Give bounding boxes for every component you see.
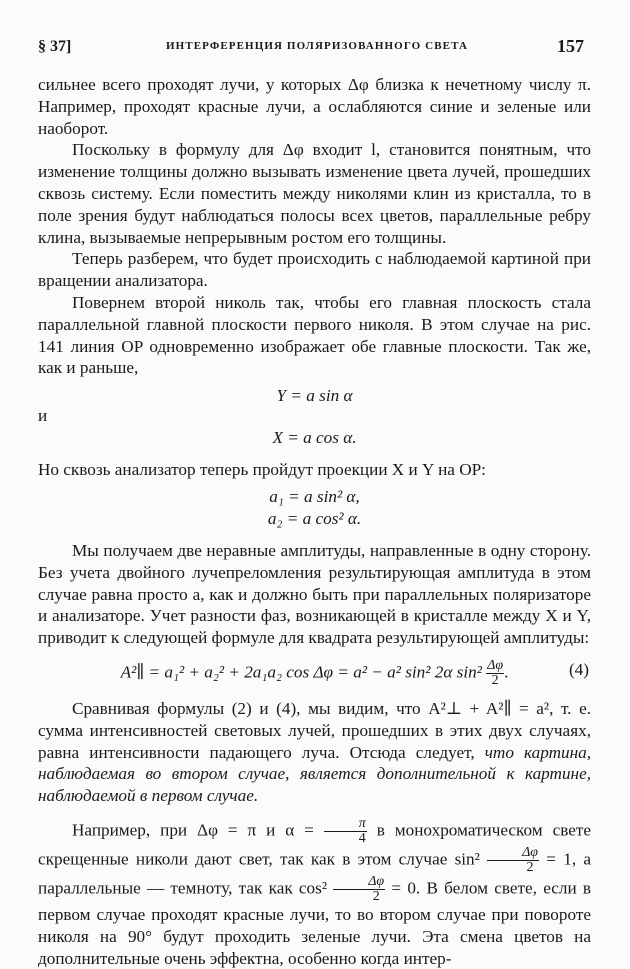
dphi-numerator-1: Δφ (487, 846, 539, 861)
dphi-half-fraction-2 (333, 875, 385, 904)
paragraph-5: Но сквозь анализатор теперь пройдут проекции X и Y на OP: (38, 459, 486, 479)
pi-over-4-fraction (324, 817, 367, 846)
pi-denominator: 4 (358, 830, 366, 846)
paragraph-8-part-a: Например, при Δφ = π и α = (72, 820, 324, 840)
running-header (38, 36, 584, 60)
and-connector: и (38, 405, 48, 425)
paragraph-3: Теперь разберем, что будет происходить с наблюдаемой картиной при вращении анализатора. (38, 249, 591, 291)
dphi-denominator-1: 2 (526, 859, 534, 875)
paragraph-6: Мы получаем две неравные амплитуды, направленные в одну сторону. Без учета двойного лучепреломления результирующая амплитуда в этом случае равна просто a, как и должно быть при параллельных поляризаторе и анализаторе. Учет разности фаз, возникающей в кристалле между X и Y, приводит к следующей формуле для квадрата результирующей амплитуды: (38, 540, 591, 648)
dphi-half-fraction-1 (487, 846, 539, 875)
paragraph-8-part-b: в монохроматическом свете скрещенные николи дают свет, так как в этом случае sin² (38, 820, 591, 869)
equation-4-period: . (504, 662, 509, 682)
paragraph-4: Повернем второй николь так, чтобы его главная плоскость стала параллельной главной плоскости первого николя. В этом случае на рис. 141 линия OP одновременно изображает обе главные плоскости. Так же, как и раньше, (38, 292, 591, 378)
formula-y: Y = a sin α (276, 386, 353, 406)
formula-x: X = a cos α. (272, 427, 357, 447)
paragraph-8-part-c: = 1, а параллельные — темноту, так как cos² (38, 849, 591, 898)
section-number: § 37] (38, 38, 72, 55)
paragraph-2: Поскольку в формулу для Δφ входит l, становится понятным, что изменение толщины должно вызывать изменение цвета лучей, прошедших сквозь систему. Если поместить между николями клин из кристалла, то в поле зрения будут наблюдаться полосы всех цветов, параллельные ребру клина, вызываемые непрерывным ростом его толщины. (38, 140, 591, 247)
paragraph-7-italic-conclusion: что картина, наблюдаемая во втором случае, является дополнительной к картине, наблюдаемой в первом случае. (38, 742, 591, 806)
equation-4-fraction (486, 659, 504, 688)
equation-4-fraction-denominator: 2 (491, 672, 499, 688)
pi-numerator: π (324, 817, 367, 832)
dphi-denominator-2: 2 (372, 888, 380, 904)
formula-a1: a₁ = a sin² α, (269, 487, 360, 507)
paragraph-7 (38, 698, 591, 807)
equation-4-body: A²∥ = a₁² + a₂² + 2a₁a₂ cos Δφ = a² − a² sin² 2α sin² (120, 662, 482, 682)
paragraph-8-part-d: = 0. В белом свете, если в первом случае проходят красные лучи, то во втором случае при повороте николя на 90° будут проходить зеленые лучи. Эта смена цветов на дополнительные очень эффектна, особенно когда интер- (38, 878, 592, 968)
dphi-numerator-2: Δφ (333, 875, 385, 890)
equation-4-fraction-numerator: Δφ (487, 657, 504, 673)
formula-a2: a₂ = a cos² α. (267, 509, 362, 529)
equation-4 (38, 659, 591, 688)
paragraph-8 (38, 817, 591, 969)
chapter-title: ИНТЕРФЕРЕНЦИЯ ПОЛЯРИЗОВАННОГО СВЕТА (166, 40, 469, 52)
paragraph-1: сильнее всего проходят лучи, у которых Δφ близка к нечетному числу π. Например, проходят красные лучи, а ослабляются синие и зеленые или наоборот. (38, 75, 591, 138)
paragraph-7-text: Сравнивая формулы (2) и (4), мы видим, что A²⊥ + A²∥ = a², т. е. сумма интенсивностей световых лучей, прошедших в этих двух случаях, равна интенсивности падающего луча. Отсюда следует, (38, 698, 591, 762)
equation-number: (4) (568, 659, 589, 679)
page-body (38, 74, 591, 969)
page-number: 157 (557, 36, 584, 56)
